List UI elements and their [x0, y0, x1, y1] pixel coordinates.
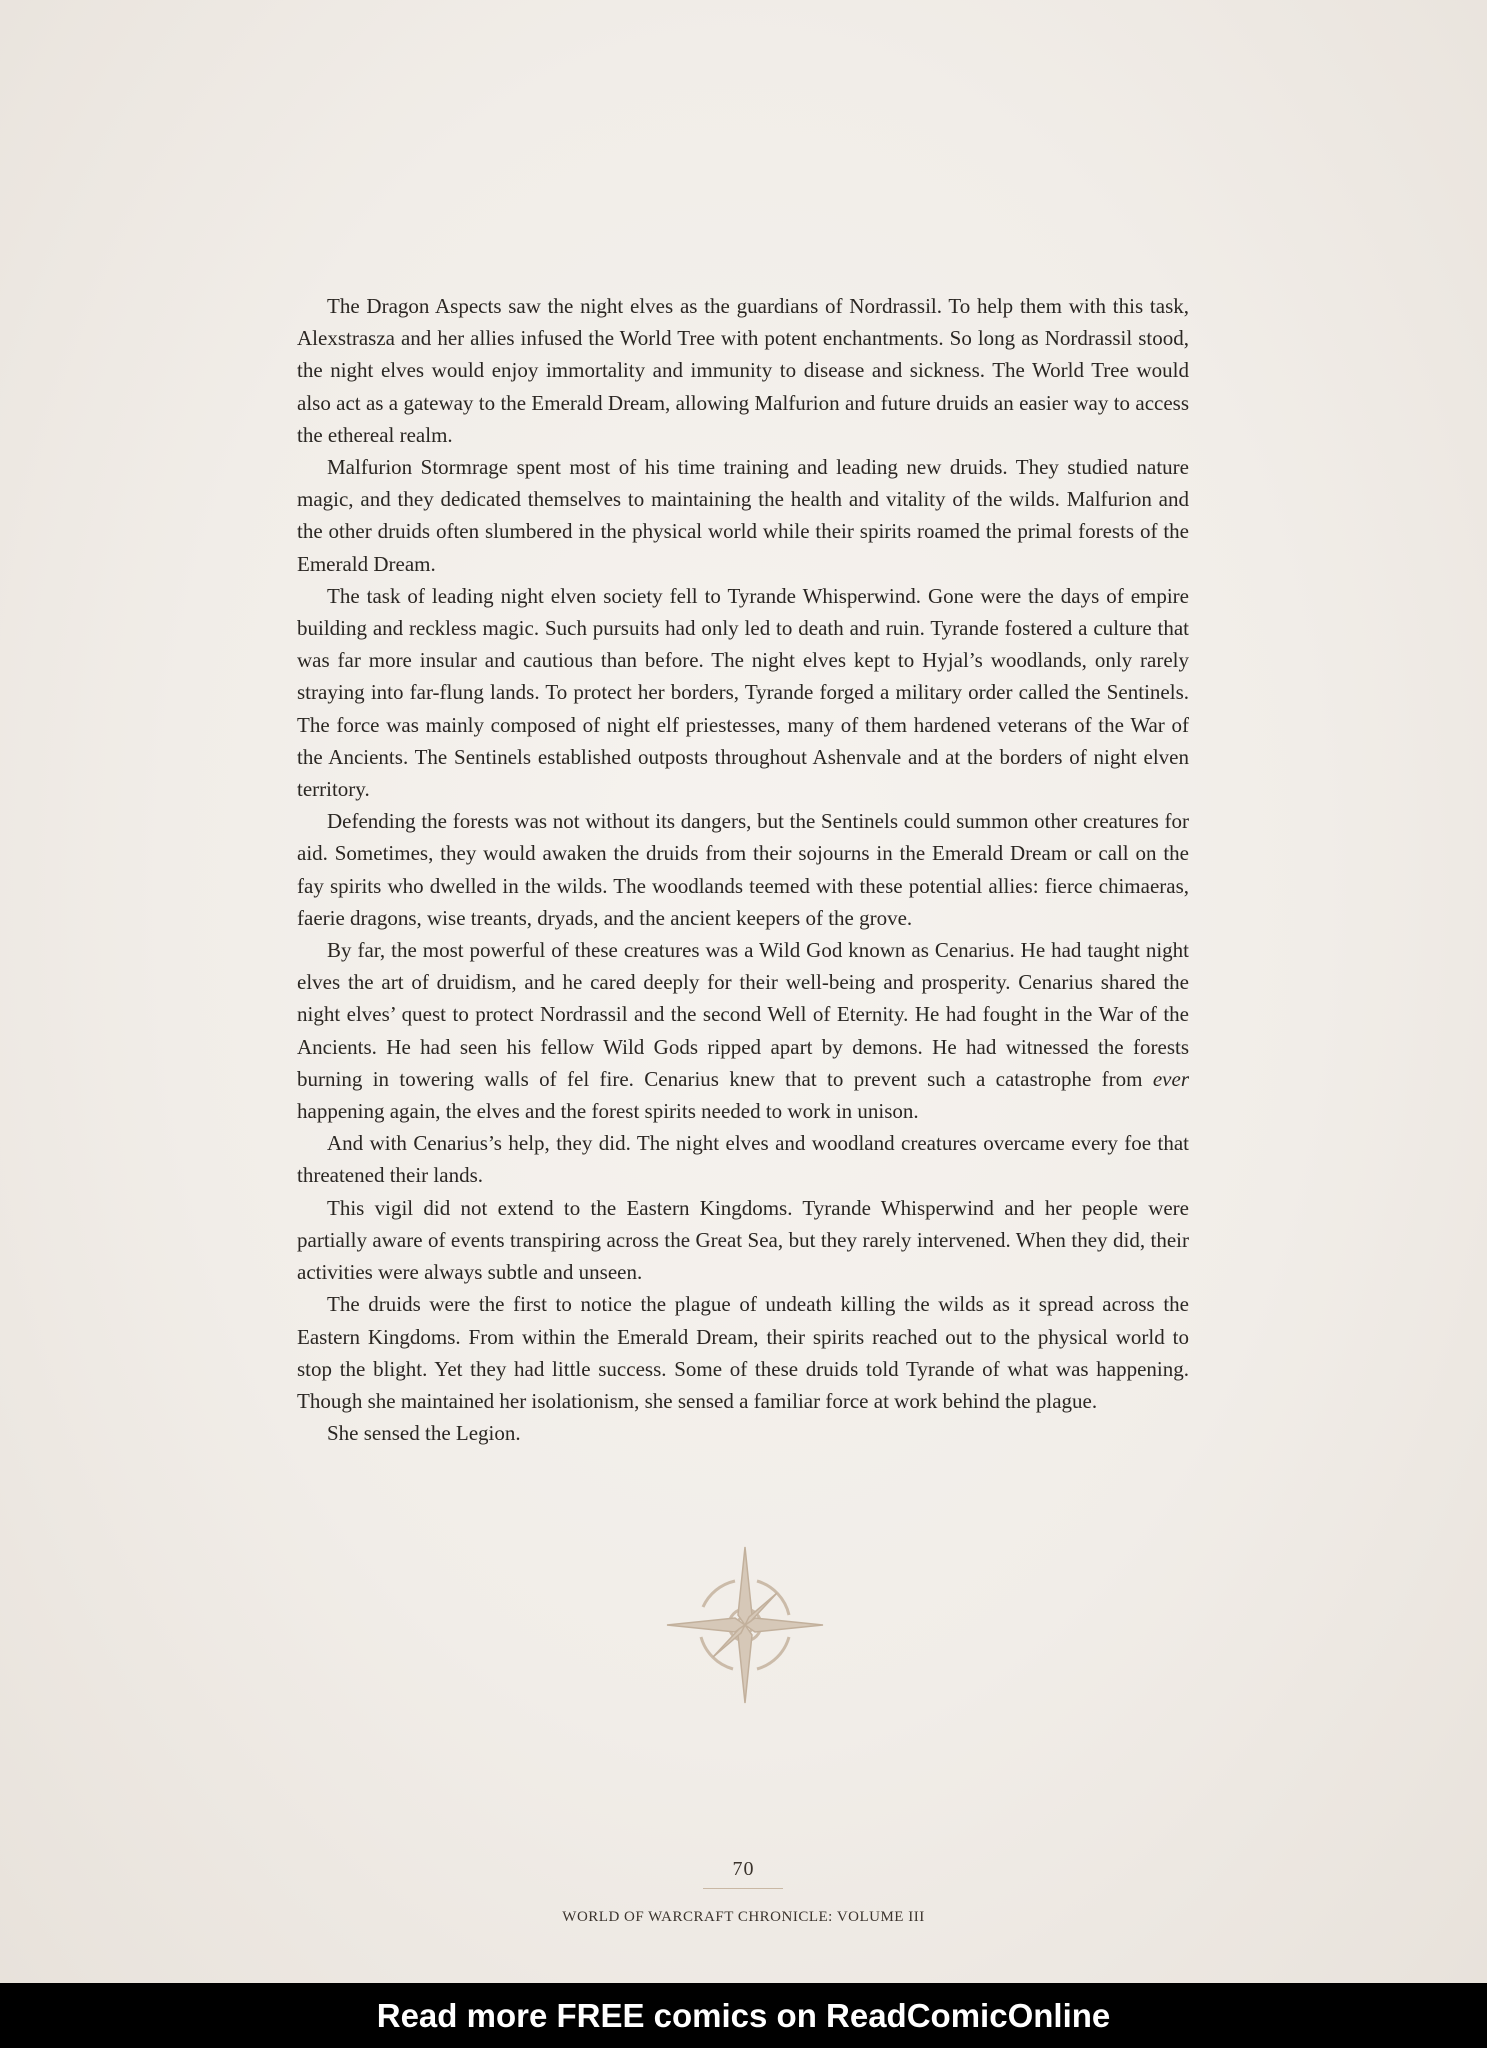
- paragraph: [297, 934, 1189, 1127]
- page-number: 70: [732, 1858, 755, 1880]
- paragraph: She sensed the Legion.: [327, 1421, 521, 1446]
- paragraph: This vigil did not extend to the Eastern Kingdoms. Tyrande Whisperwind and her people were partially aware of events transpiring across the Great Sea, but they rarely intervened. When they did, their activities were always subtle and unseen.: [297, 1195, 1189, 1285]
- banner-text: Read more FREE comics on ReadComicOnline: [376, 1996, 1111, 2034]
- paragraph: The druids were the first to notice the plague of undeath killing the wilds as it spread across the Eastern Kingdoms. From within the Emerald Dream, their spirits reached out to the physical world to stop the blight. Yet they had little success. Some of these druids told Tyrande of what was happening. Though she maintained her isolationism, she sensed a familiar force at work behind the plague.: [297, 1292, 1189, 1413]
- paragraph: The Dragon Aspects saw the night elves as the guardians of Nordrassil. To help them with this task, Alexstrasza and her allies infused the World Tree with potent enchantments. So long as Nordrassil stood, the night elves would enjoy immortality and immunity to disease and sickness. The World Tree would also act as a gateway to the Emerald Dream, allowing Malfurion and future druids an easier way to access the ethereal realm.: [297, 294, 1189, 447]
- running-footer: WORLD OF WARCRAFT CHRONICLE: VOLUME III: [562, 1909, 925, 1925]
- paragraph-text: By far, the most powerful of these creatures was a Wild God known as Cenarius. He had taught night elves the art of druidism, and he cared deeply for their well-being and prosperity. Cenarius shared the night elves’ quest to protect Nordrassil and the second Well of Eternity. He had fought in the War of the Ancients. He had seen his fellow Wild Gods ripped apart by demons. He had witnessed the forests burning in towering walls of fel fire. Cenarius knew that to prevent such a catastrophe from: [297, 938, 1189, 1091]
- paragraph: Malfurion Stormrage spent most of his time training and leading new druids. They studied nature magic, and they dedicated themselves to maintaining the health and vitality of the wilds. Malfurion and the other druids often slumbered in the physical world while their spirits roamed the primal forests of the Emerald Dream.: [297, 455, 1189, 576]
- paragraph: Defending the forests was not without its dangers, but the Sentinels could summon other creatures for aid. Sometimes, they would awaken the druids from their sojourns in the Emerald Dream or call on the fay spirits who dwelled in the wilds. The woodlands teemed with these potential allies: fierce chimaeras, faerie dragons, wise treants, dryads, and the ancient keepers of the grove.: [297, 809, 1189, 930]
- compass-rose-icon: [665, 1545, 825, 1705]
- promo-banner[interactable]: [0, 1983, 1487, 2048]
- paragraph: And with Cenarius’s help, they did. The night elves and woodland creatures overcame every foe that threatened their lands.: [297, 1131, 1189, 1188]
- paragraph-text: happening again, the elves and the forest spirits needed to work in unison.: [297, 1099, 919, 1124]
- body-text: [297, 290, 1189, 1449]
- emphasized-word: ever: [1152, 1066, 1189, 1091]
- divider: [703, 1888, 783, 1889]
- paragraph: The task of leading night elven society fell to Tyrande Whisperwind. Gone were the days of empire building and reckless magic. Such pursuits had only led to death and ruin. Tyrande fostered a culture that was far more insular and cautious than before. The night elves kept to Hyjal’s woodlands, only rarely straying into far-flung lands. To protect her borders, Tyrande forged a military order called the Sentinels. The force was mainly composed of night elf priestesses, many of them hardened veterans of the War of the Ancients. The Sentinels established outposts throughout Ashenvale and at the borders of night elven territory.: [297, 583, 1189, 802]
